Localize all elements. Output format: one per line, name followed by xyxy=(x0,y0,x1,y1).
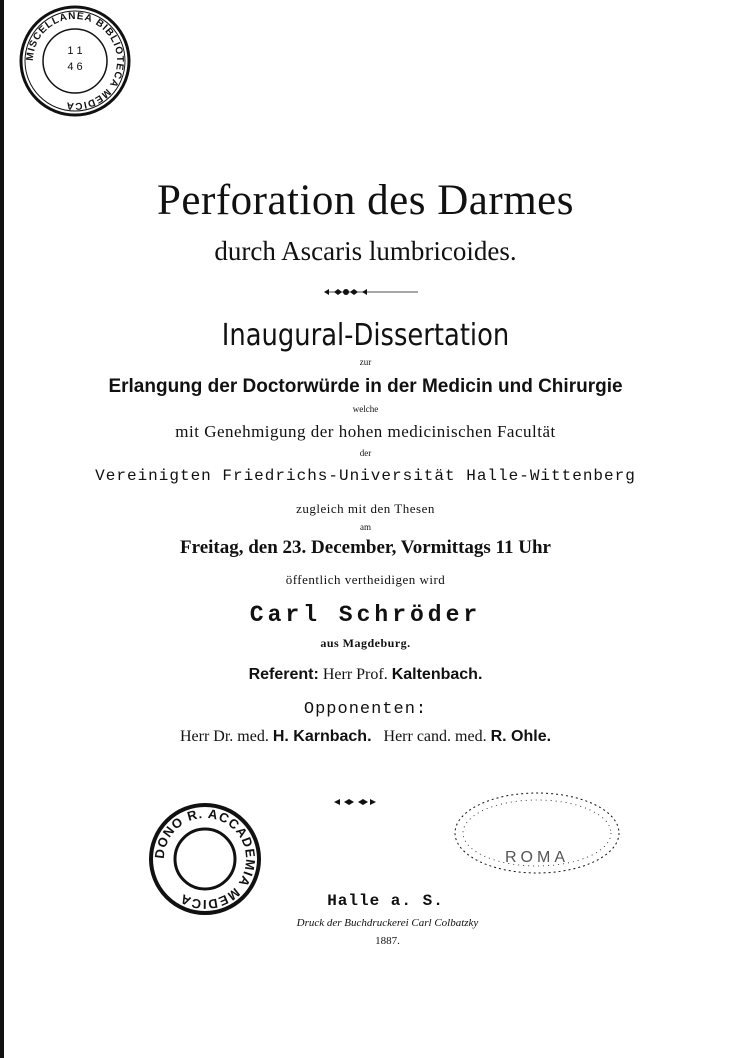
opponents-line xyxy=(0,728,731,746)
library-stamp-top xyxy=(18,4,132,118)
svg-text:4 6: 4 6 xyxy=(67,61,83,73)
svg-text:1 1: 1 1 xyxy=(67,45,83,57)
subtitle: durch Ascaris lumbricoides. xyxy=(214,236,517,266)
university: Vereinigten Friedrichs-Universität Halle-Wittenberg xyxy=(95,467,636,485)
oval-stamp xyxy=(452,790,622,876)
accademia-stamp-ring-text: DONO R. ACCADEMIA MEDICA xyxy=(151,805,259,913)
referent-name: Kaltenbach. xyxy=(391,666,483,683)
author-name: Carl Schröder xyxy=(249,602,482,628)
place: Halle a. S. xyxy=(327,892,444,910)
purpose: Erlangung der Doctorwürde in der Medicin und Chirurgie xyxy=(108,376,623,397)
title: Perforation des Darmes xyxy=(157,177,574,224)
defense-note: öffentlich vertheidigen wird xyxy=(285,572,446,587)
opponent-2-title: Herr cand. med. xyxy=(383,728,487,745)
ornament-divider-bottom xyxy=(330,796,380,808)
opponent-1-name: H. Karnbach. xyxy=(272,728,372,745)
opponents-heading: Opponenten: xyxy=(303,700,428,719)
referent-title: Herr Prof. xyxy=(322,666,388,683)
with-theses: zugleich mit den Thesen xyxy=(296,501,435,516)
ornament-divider-top xyxy=(318,286,424,298)
oval-stamp-text: ROMA xyxy=(505,849,569,866)
date-time: Freitag, den 23. December, Vormittags 11 Uhr xyxy=(180,537,551,558)
text-zur: zur xyxy=(359,357,372,367)
text-welche: welche xyxy=(352,404,379,414)
author-origin: aus Magdeburg. xyxy=(320,636,411,650)
text-am: am xyxy=(360,522,371,532)
year: 1887. xyxy=(375,935,400,947)
stamp-top-ring-text: MISCELLANEA BIBLIOTECA MEDICA xyxy=(24,10,126,112)
approval: mit Genehmigung der hohen medicinischen Facultät xyxy=(175,422,556,441)
referent-line xyxy=(0,666,731,684)
opponent-1-title: Herr Dr. med. xyxy=(179,728,269,745)
referent-label: Referent: xyxy=(248,666,319,683)
printer: Druck der Buchdruckerei Carl Colbatzky xyxy=(296,917,479,929)
text-der: der xyxy=(359,448,372,458)
opponent-2-name: R. Ohle. xyxy=(490,728,552,745)
dissertation-heading: Inaugural-Dissertation xyxy=(221,318,510,353)
